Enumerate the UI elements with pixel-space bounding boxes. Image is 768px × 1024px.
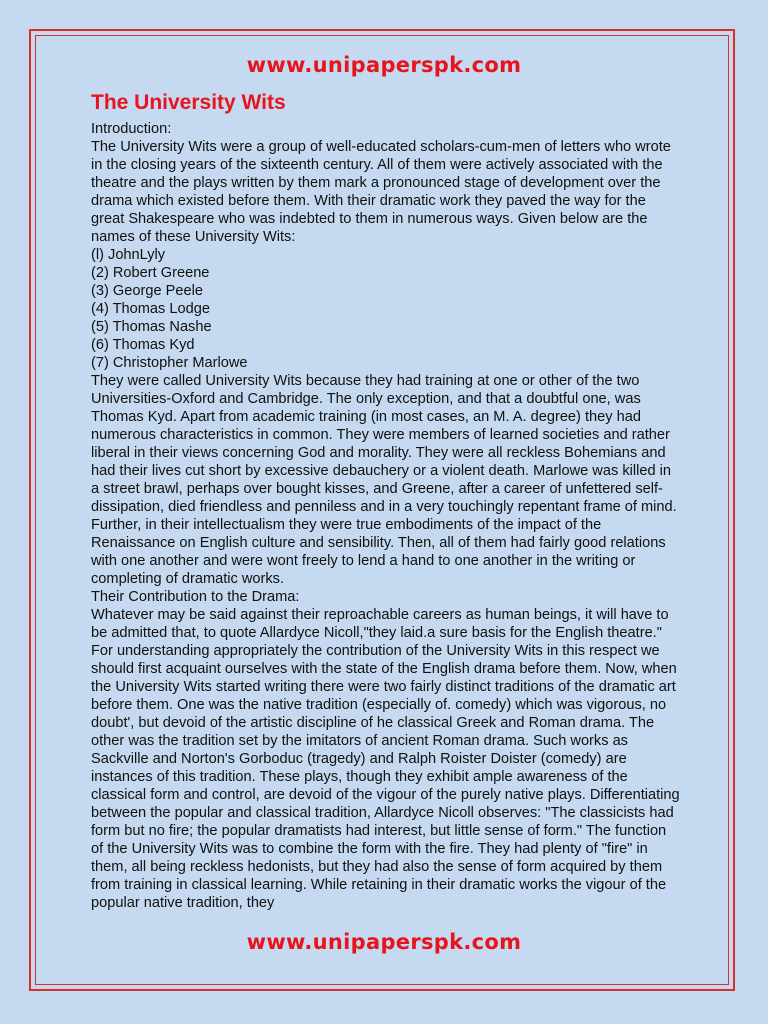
wit-list-item: (4) Thomas Lodge [91, 301, 210, 317]
wit-list-item: (6) Thomas Kyd [91, 337, 195, 353]
wit-list-item: (3) George Peele [91, 283, 203, 299]
called-paragraph: They were called University Wits because they had training at one or other of the two Universities-Oxford and Cambridge. The only exception, and that a doubtful one, was Thomas Kyd. Apart from academic training (in most cases, an M. A. degree) they had numerous characteristics in common. They were members of learned societies and rather liberal in their views concerning God and morality. They were all reckless Bohemians and had their lives cut short by excessive debauchery or a violent death. Marlowe was killed in a street brawl, perhaps over bought kisses, and Greene, after a career of unfettered self-dissipation, died friendless and penniless and in a very touchingly repentant frame of mind. Further, in their intellectualism they were true embodiments of the impact of the Renaissance on English culture and sensibility. Then, all of them had fairly good relations with one another and were wont freely to lend a hand to one another in the writing or completing of dramatic works. [91, 373, 677, 587]
document-body [91, 120, 681, 912]
intro-paragraph: The University Wits were a group of well-educated scholars-cum-men of letters who wrote in the closing years of the sixteenth century. All of them were actively associated with the theatre and the plays written by them mark a pronounced stage of development over the drama which existed before them. With their dramatic work they paved the way for the great Shakespeare who was indebted to them in numerous ways. Given below are the names of these University Wits: [91, 139, 671, 245]
header-site-url: www.unipaperspk.com [246, 53, 522, 77]
footer-site-url: www.unipaperspk.com [246, 930, 522, 954]
wit-list-item: (7) Christopher Marlowe [91, 355, 248, 371]
wit-list-item: (l) JohnLyly [91, 247, 166, 263]
intro-heading: Introduction: [91, 121, 172, 137]
wit-list-item: (2) Robert Greene [91, 265, 210, 281]
page-title: The University Wits [91, 91, 286, 114]
wit-list-item: (5) Thomas Nashe [91, 319, 212, 335]
contribution-heading: Their Contribution to the Drama: [91, 589, 300, 605]
contribution-paragraph: Whatever may be said against their reproachable careers as human beings, it will have to be admitted that, to quote Allardyce Nicoll,"they laid.a sure basis for the English theatre." For understanding appropriately the contribution of the University Wits in this respect we should first acquaint ourselves with the state of the English drama before them. Now, when the University Wits started writing there were two fairly distinct traditions of the dramatic art before them. One was the native tradition (especially of. comedy) which was vigorous, no doubt', but devoid of the artistic discipline of he classical Greek and Roman drama. The other was the tradition set by the imitators of ancient Roman drama. Such works as Sackville and Norton's Gorboduc (tragedy) and Ralph Roister Doister (comedy) are instances of this tradition. These plays, though they exhibit ample awareness of the classical form and control, are devoid of the vigour of the purely native plays. Differentiating between the popular and classical tradition, Allardyce Nicoll observes: "The classicists had form but no fire; the popular dramatists had interest, but little sense of form." The function of the University Wits was to combine the form with the fire. They had plenty of "fire" in them, all being reckless hedonists, but they had also the sense of form acquired by them from training in classical learning. While retaining in their dramatic works the vigour of the popular native tradition, they [91, 607, 680, 911]
